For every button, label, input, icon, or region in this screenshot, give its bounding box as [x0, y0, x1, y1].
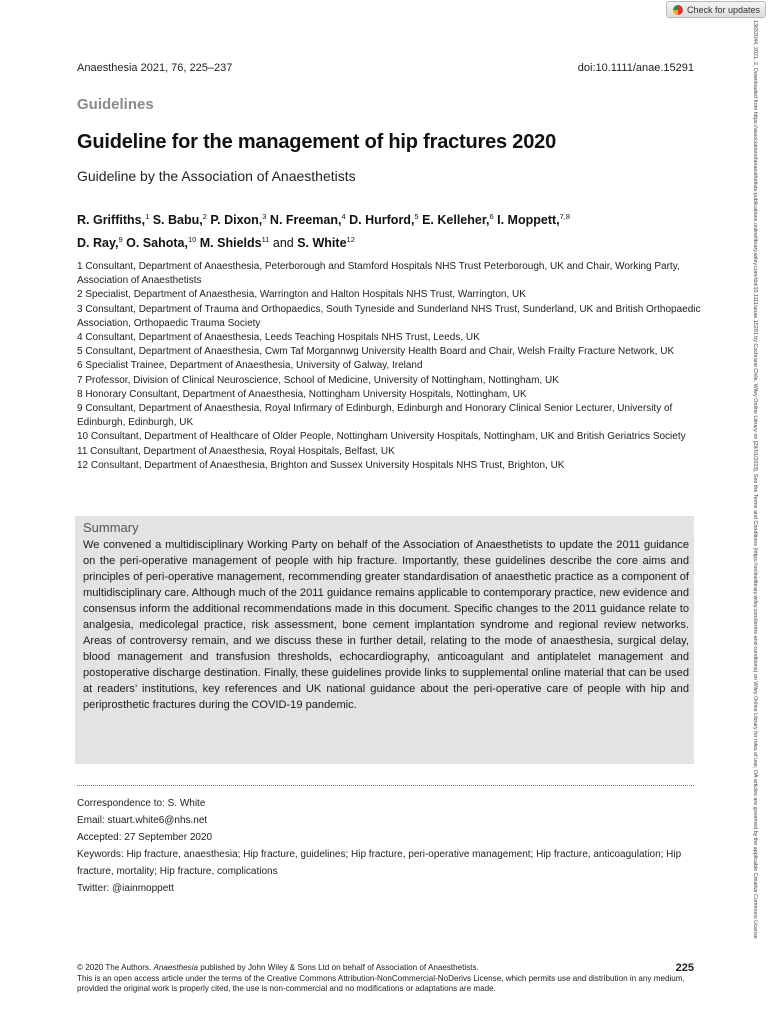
journal-reference: Anaesthesia 2021, 76, 225–237 — [77, 62, 233, 74]
download-watermark-text: 13652044, 2021, 2, Downloaded from https://associationofanaesthetists-publications.onlinelibrary.wiley.com/doi/10.1111/anae.15291 by Cochrane Chile, Wiley Online Library on [29/01/2023]. See the Terms and Conditions (https://onlinelibrary.wiley.com/terms-and-conditions) on Wiley Online Library for rules of use; OA articles are governed by the applicable Creative Commons License — [752, 20, 758, 939]
affiliation-item: 11 Consultant, Department of Anaesthesia, Royal Hospitals, Belfast, UK — [77, 445, 395, 457]
affiliation-item: 8 Honorary Consultant, Department of Anaesthesia, Nottingham University Hospitals, Nottingham, UK — [77, 388, 527, 400]
twitter-line: Twitter: @iainmoppett — [77, 883, 174, 894]
correspondence-line: Correspondence to: S. White — [77, 798, 206, 809]
affiliation-item: 12 Consultant, Department of Anaesthesia, Brighton and Sussex University Hospitals NHS Trust, Brighton, UK — [77, 459, 565, 471]
affiliation-item: 1 Consultant, Department of Anaesthesia, Peterborough and Stamford Hospitals NHS Trust Peterborough, UK and Chair, Working Party, Association of Anaesthetists — [77, 261, 680, 287]
journal-name: Anaesthesia — [153, 963, 199, 972]
check-for-updates-label: Check for updates — [687, 4, 761, 15]
affiliation-item: 7 Professor, Division of Clinical Neuroscience, School of Medicine, University of Nottingham, Nottingham, UK — [77, 374, 559, 386]
author: I. Moppett,$^{7,8}$ — [497, 212, 571, 227]
accepted-line: Accepted: 27 September 2020 — [77, 832, 213, 843]
author: N. Freeman,$^4$ — [269, 212, 346, 227]
summary-box — [75, 516, 694, 764]
summary-heading: Summary — [83, 520, 139, 535]
author: S. Babu,$^2$ — [152, 212, 207, 227]
correspondence-block — [77, 795, 694, 897]
article-title: Guideline for the management of hip fractures 2020 — [77, 131, 557, 153]
running-header — [77, 62, 694, 74]
affiliation-item: 5 Consultant, Department of Anaesthesia, Cwm Taf Morgannwg University Health Board and Chair, Welsh Frailty Fracture Network, UK — [77, 346, 675, 358]
crossmark-icon — [673, 5, 683, 15]
affiliations-list — [77, 260, 702, 473]
authors-conjunction: and — [272, 236, 294, 250]
section-label: Guidelines — [77, 96, 154, 113]
author-list — [77, 207, 697, 253]
keywords-line: Keywords: Hip fracture, anaesthesia; Hip fracture, guidelines; Hip fracture, peri-operative management; Hip fracture, anticoagulation; Hip fracture, mortality; Hip fracture, complications — [77, 849, 682, 877]
page-number: 225 — [675, 962, 694, 974]
doi-link[interactable]: doi:10.1111/anae.15291 — [577, 62, 694, 74]
check-for-updates-button[interactable] — [666, 1, 766, 18]
summary-text: We convened a multidisciplinary Working Party on behalf of the Association of Anaesthetists to update the 2011 guidance on the peri-operative management of people with hip fracture. Importantly, these guidelines describe the core aims and principles of peri-operative management, recommending greater standardisation of anaesthetic practice as a component of multidisciplinary care. Although much of the 2011 guidance remains applicable to contemporary practice, new evidence and consensus inform the additional recommendations made in this document. Specific changes to the 2011 guidance relate to analgesia, medicolegal practice, risk assessment, bone cement implantation syndrome and regional review networks. Areas of controversy remain, and we discuss these in further detail, relating to the mode of anaesthesia, surgical delay, blood management and transfusion thresholds, echocardiography, anticoagulant and antiplatelet management and postoperative discharge destination. Finally, these guidelines provide links to supplemental online material that can be used at readers’ institutions, key references and UK national guidance about the peri-operative care of people with hip and periprosthetic fractures during the COVID-19 pandemic. — [83, 539, 689, 712]
author: P. Dixon,$^3$ — [210, 212, 267, 227]
author: S. White$^{12}$ — [297, 235, 355, 250]
affiliation-item: 2 Specialist, Department of Anaesthesia, Warrington and Halton Hospitals NHS Trust, Warrington, UK — [77, 289, 526, 301]
author: E. Kelleher,$^6$ — [422, 212, 494, 227]
author: R. Griffiths,$^1$ — [77, 212, 150, 227]
affiliation-item: 3 Consultant, Department of Trauma and Orthopaedics, South Tyneside and Sunderland NHS Trust, Sunderland, UK and British Orthopaedic Association, Orthopaedic Trauma Society — [77, 303, 701, 329]
affiliation-item: 6 Specialist Trainee, Department of Anaesthesia, University of Galway, Ireland — [77, 360, 423, 372]
email-line[interactable]: Email: stuart.white6@nhs.net — [77, 815, 208, 826]
article-subtitle: Guideline by the Association of Anaesthetists — [77, 168, 356, 184]
author: O. Sahota,$^{10}$ — [126, 235, 197, 250]
author: D. Hurford,$^5$ — [349, 212, 419, 227]
affiliation-item: 10 Consultant, Department of Healthcare of Older People, Nottingham University Hospitals, Nottingham, UK and British Geriatrics Society — [77, 431, 686, 443]
author: M. Shields$^{11}$ — [199, 235, 270, 250]
dotted-divider — [77, 785, 694, 786]
affiliation-item: 9 Consultant, Department of Anaesthesia, Royal Infirmary of Edinburgh, Edinburgh and Honorary Clinical Senior Lecturer, University of Edinburgh, Edinburgh, UK — [77, 403, 673, 429]
copyright-line: © 2020 The Authors. Anaesthesia published by John Wiley & Sons Ltd on behalf of Association of Anaesthetists. — [77, 963, 479, 972]
page-footer — [77, 963, 694, 995]
affiliation-item: 4 Consultant, Department of Anaesthesia, Leeds Teaching Hospitals NHS Trust, Leeds, UK — [77, 332, 480, 344]
license-text: This is an open access article under the terms of the Creative Commons Attribution-NonCommercial-NoDerivs License, which permits use and distribution in any medium, provided the original work is properly cited, the use is non-commercial and no modifications or adaptations are made. — [77, 973, 685, 993]
author: D. Ray,$^9$ — [77, 235, 123, 250]
